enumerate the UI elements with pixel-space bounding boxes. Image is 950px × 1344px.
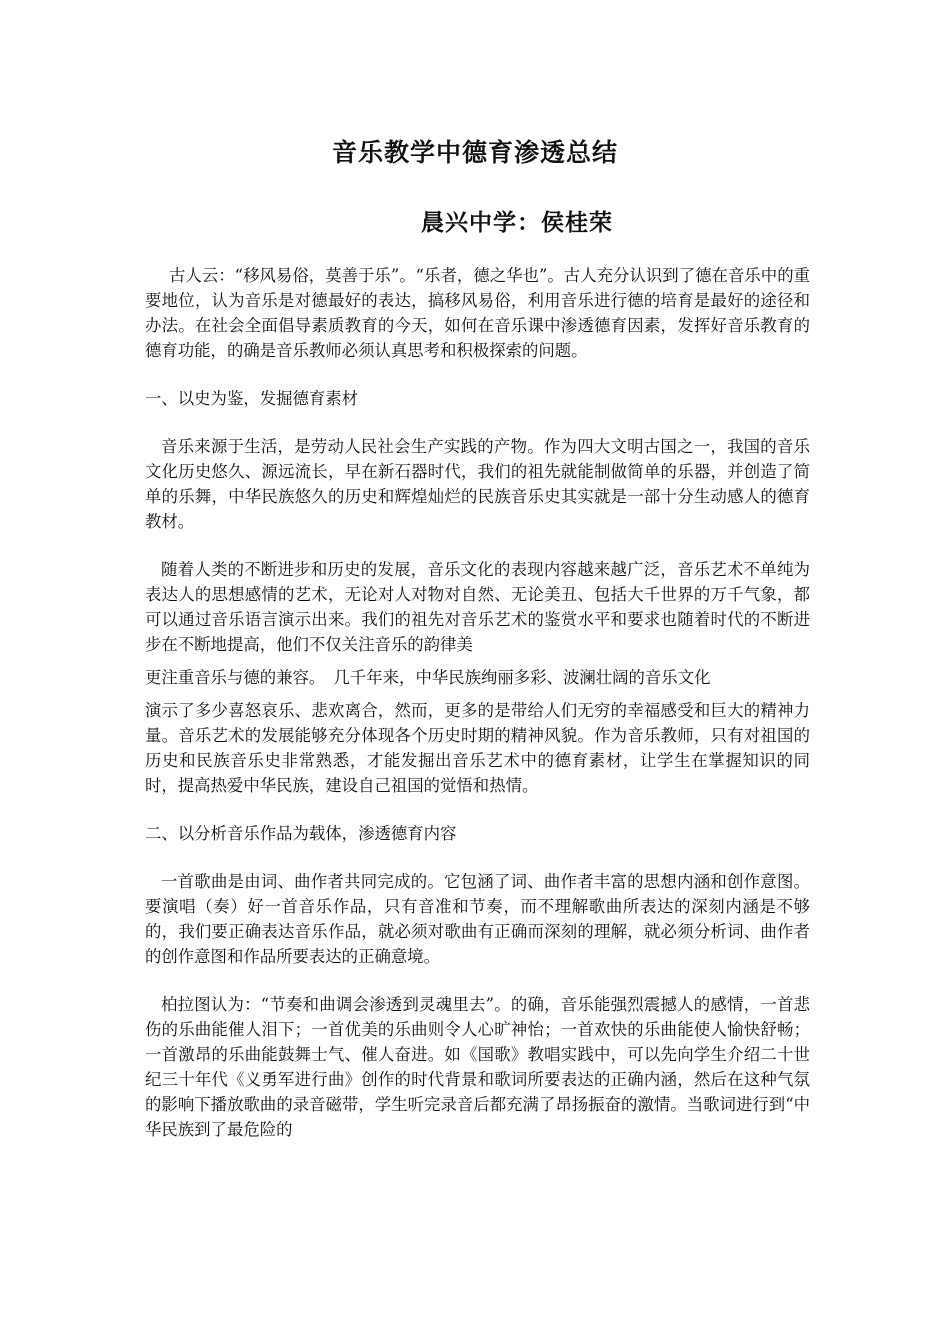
- document-body: [145, 263, 810, 1165]
- document-title: 音乐教学中德育渗透总结: [331, 138, 618, 167]
- body-paragraph: 更注重音乐与德的兼容。 几千年来，中华民族绚丽多彩、波澜壮阔的音乐文化: [145, 668, 711, 687]
- body-paragraph: 演示了多少喜怒哀乐、悲欢离合，然而，更多的是带给人们无穷的幸福感受和巨大的精神力量。音乐艺术的发展能够充分体现各个历史时期的精神风貌。作为音乐教师，只有对祖国的历史和民族音乐史非常熟悉，才能发掘出音乐艺术中的德育素材，让学生在掌握知识的同时，提高热爱中华民族，建设自己祖国的觉悟和热情。: [145, 701, 810, 795]
- section-heading-2: 二、以分析音乐作品为载体，渗透德育内容: [145, 824, 457, 843]
- body-paragraph: 柏拉图认为：“节奏和曲调会渗透到灵魂里去”。的确，音乐能强烈震撼人的感情，一首悲伤的乐曲能催人泪下；一首优美的乐曲则令人心旷神怡；一首欢快的乐曲能使人愉快舒畅；一首激昂的乐曲能鼓舞士气、催人奋进。如《国歌》教唱实践中，可以先向学生介绍二十世纪三十年代《义勇军进行曲》创作的时代背景和歌词所要表达的正确内涵，然后在这种气氛的影响下播放歌曲的录音磁带，学生听完录音后都充满了昂扬振奋的激情。当歌词进行到“中华民族到了最危险的: [145, 995, 810, 1139]
- body-paragraph: 音乐来源于生活，是劳动人民社会生产实践的产物。作为四大文明古国之一，我国的音乐文化历史悠久、源远流长，早在新石器时代，我们的祖先就能制做简单的乐器，并创造了简单的乐舞，中华民族悠久的历史和辉煌灿烂的民族音乐史其实就是一部十分生动感人的德育教材。: [145, 437, 810, 531]
- body-paragraph: 随着人类的不断进步和历史的发展，音乐文化的表现内容越来越广泛，音乐艺术不单纯为表达人的思想感情的艺术，无论对人对物对自然、无论美丑、包括大千世界的万千气象，都可以通过音乐语言演示出来。我们的祖先对音乐艺术的鉴赏水平和要求也随着时代的不断进步在不断地提高，他们不仅关注音乐的韵律美: [145, 560, 810, 654]
- section-heading-1: 一、以史为鉴，发掘德育素材: [145, 389, 359, 408]
- intro-paragraph: 古人云：“移风易俗，莫善于乐”。“乐者，德之华也”。古人充分认识到了德在音乐中的重要地位，认为音乐是对德最好的表达，搞移风易俗，利用音乐进行德的培育是最好的途径和办法。在社会全面倡导素质教育的今天，如何在音乐课中渗透德育因素，发挥好音乐教育的德育功能，的确是音乐教师必须认真思考和积极探索的问题。: [145, 266, 810, 360]
- document-author: 晨兴中学：侯桂荣: [421, 209, 613, 236]
- body-paragraph: 一首歌曲是由词、曲作者共同完成的。它包涵了词、曲作者丰富的思想内涵和创作意图。要演唱（奏）好一首音乐作品，只有音准和节奏，而不理解歌曲所表达的深刻内涵是不够的，我们要正确表达音乐作品，就必须对歌曲有正确而深刻的理解，就必须分析词、曲作者的创作意图和作品所要表达的正确意境。: [145, 872, 810, 966]
